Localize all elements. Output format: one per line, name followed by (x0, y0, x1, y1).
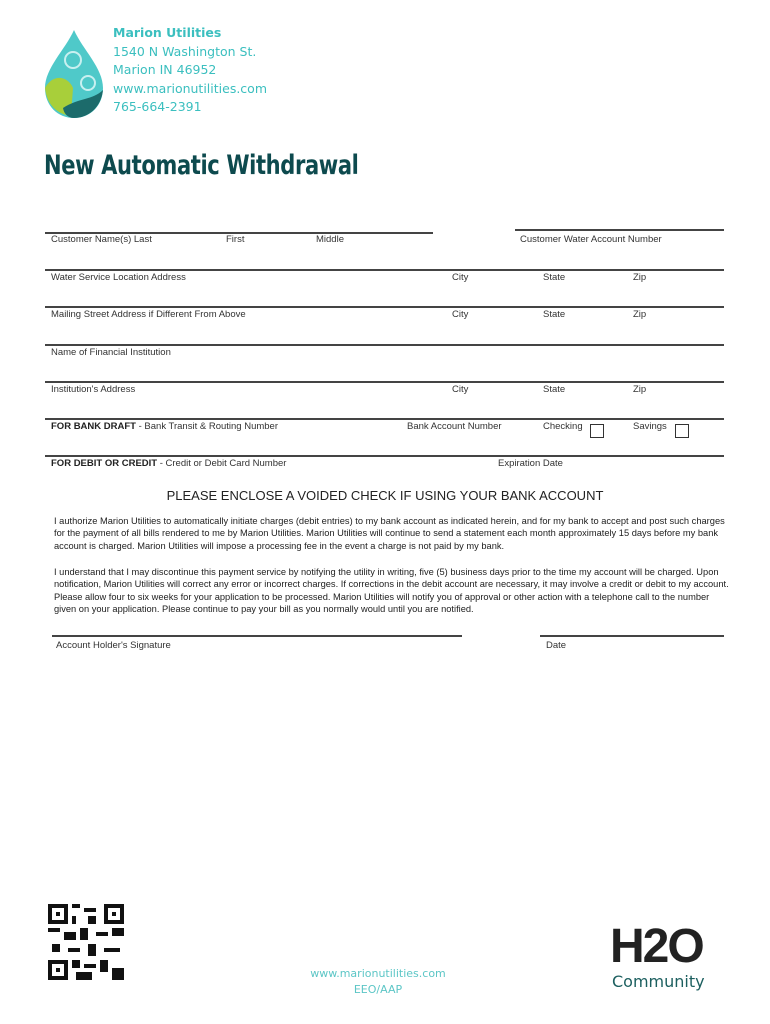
marion-utilities-logo (43, 28, 105, 120)
divider (45, 306, 724, 308)
signature-line (52, 635, 462, 637)
debit-credit-label: FOR DEBIT OR CREDIT (51, 458, 158, 469)
divider (45, 455, 724, 457)
card-number-field[interactable] (51, 458, 286, 469)
org-phone: 765-664-2391 (113, 99, 202, 114)
institution-state-field[interactable]: State (543, 384, 566, 395)
institution-zip-field[interactable]: Zip (633, 384, 647, 395)
org-website[interactable]: www.marionutilities.com (113, 80, 268, 96)
middle-name-field[interactable]: Middle (316, 234, 344, 245)
org-address-line1: 1540 N Washington St. (113, 43, 257, 59)
routing-number-field[interactable] (51, 421, 278, 432)
org-address-line2: Marion IN 46952 (113, 62, 217, 77)
bank-draft-label: FOR BANK DRAFT (51, 421, 136, 432)
expiration-date-field[interactable]: Expiration Date (498, 458, 563, 469)
institution-address-field[interactable]: Institution's Address (51, 384, 136, 395)
h2o-community-logo (610, 922, 720, 991)
mailing-city-field[interactable]: City (452, 309, 469, 320)
routing-label: - Bank Transit & Routing Number (135, 421, 279, 432)
bank-account-number-field[interactable]: Bank Account Number (407, 421, 502, 432)
last-name-field[interactable]: Customer Name(s) Last (51, 234, 152, 245)
divider (45, 344, 724, 346)
date-field[interactable]: Date (546, 640, 567, 651)
mailing-state-field[interactable]: State (543, 309, 566, 320)
service-city-field[interactable]: City (452, 272, 469, 283)
institution-name-field[interactable]: Name of Financial Institution (51, 347, 171, 358)
card-number-label: - Credit or Debit Card Number (157, 458, 287, 469)
signature-field[interactable]: Account Holder's Signature (56, 640, 171, 651)
account-number-field[interactable]: Customer Water Account Number (520, 234, 662, 245)
institution-city-field[interactable]: City (452, 384, 469, 395)
h2o-logo-text: H2O (610, 920, 703, 973)
mailing-address-field[interactable]: Mailing Street Address if Different From Above (51, 309, 246, 320)
account-number-line (515, 229, 724, 231)
first-name-field[interactable]: First (226, 234, 245, 245)
page-title: New Automatic Withdrawal (44, 150, 359, 181)
org-name: Marion Utilities (113, 25, 222, 40)
mailing-zip-field[interactable]: Zip (633, 309, 647, 320)
divider (45, 418, 724, 420)
checking-label: Checking (543, 421, 583, 432)
footer-website[interactable]: www.marionutilities.com (310, 967, 446, 980)
discontinue-paragraph: I understand that I may discontinue this payment service by notifying the utility in writing, five (5) business days prior to the time my account will be charged. Upon notification, Marion Utilities will correct any error or incorrect charges. If corrections in the debit account are necessary, it may involve a credit or debit to my account. Please allow four to six weeks for your application to be processed. Marion Utilities will notify you of approval or other action with a telephone call to the number given on your application. Please continue to pay your bill as you normally would until you are notified. (54, 567, 729, 615)
enclose-check-notice: PLEASE ENCLOSE A VOIDED CHECK IF USING YOUR BANK ACCOUNT (166, 488, 604, 503)
community-logo-text: Community (612, 972, 705, 991)
checking-checkbox[interactable] (590, 424, 604, 438)
org-header (113, 24, 267, 117)
savings-label: Savings (633, 421, 667, 432)
service-address-field[interactable]: Water Service Location Address (51, 272, 186, 283)
divider (45, 381, 724, 383)
service-state-field[interactable]: State (543, 272, 566, 283)
footer-eeo: EEO/AAP (353, 983, 403, 996)
authorization-paragraph: I authorize Marion Utilities to automatically initiate charges (debit entries) to my bank account as indicated herein, and for my bank to accept and post such charges for the payment of all bills rendered to me by Marion Utilities. Marion Utilities will continue to send a statement each month approximately 15 days before my bank account is charged. Marion Utilities will impose a processing fee in the event a charge is not paid by my bank. (54, 516, 725, 551)
service-zip-field[interactable]: Zip (633, 272, 647, 283)
divider (45, 269, 724, 271)
date-line (540, 635, 724, 637)
savings-checkbox[interactable] (675, 424, 689, 438)
